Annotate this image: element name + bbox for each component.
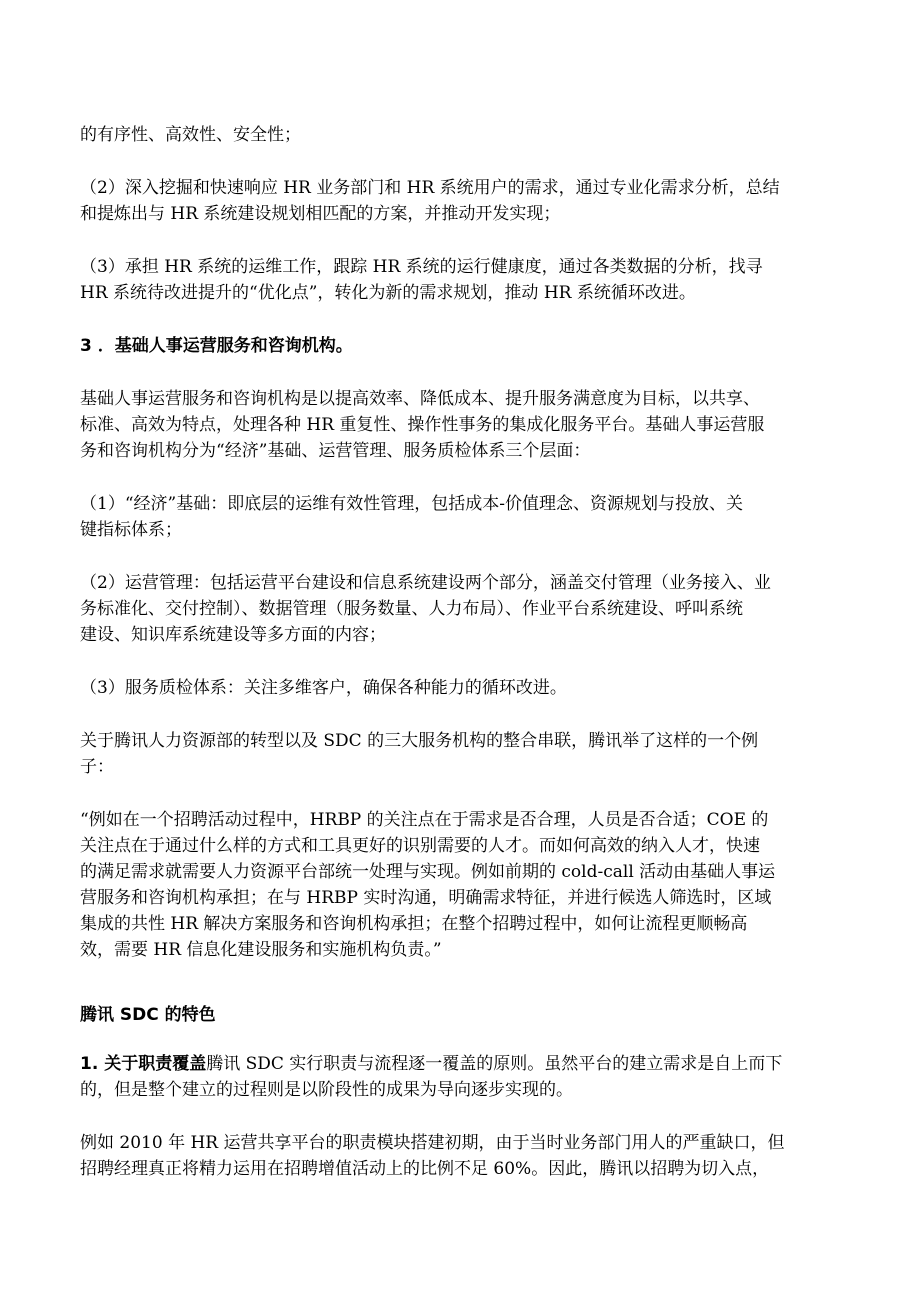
coverage-line-2: 的，但是整个建立的过程则是以阶段性的成果为导向逐步实现的。 [80, 1080, 573, 1100]
coverage-text: 腾讯 SDC 实行职责与流程逐一覆盖的原则。虽然平台的建立需求是自上而下 [206, 1054, 783, 1074]
about-line-1: 关于腾讯人力资源部的转型以及 SDC 的三大服务机构的整合串联，腾讯举了这样的一个例 [80, 731, 759, 751]
quote-line-6: 效，需要 HR 信息化建设服务和实施机构负责。” [80, 940, 442, 960]
intro-line-1: 基础人事运营服务和咨询机构是以提高效率、降低成本、提升服务满意度为目标，以共享、 [80, 389, 760, 409]
layer-3-line-1: （3）服务质检体系：关注多维客户，确保各种能力的循环改进。 [80, 678, 567, 698]
quote-line-4: 营服务和咨询机构承担；在与 HRBP 实时沟通，明确需求特征，并进行候选人筛选时，区域 [80, 888, 772, 908]
list-item-3-line-2: HR 系统待改进提升的“优化点”，转化为新的需求规划，推动 HR 系统循环改进。 [80, 283, 696, 303]
list-item-3-line-1: （3）承担 HR 系统的运维工作，跟踪 HR 系统的运行健康度，通过各类数据的分析，找寻 [80, 257, 763, 277]
about-line-2: 子： [80, 757, 114, 777]
list-item-2-line-2: 和提炼出与 HR 系统建设规划相匹配的方案，并推动开发实现； [80, 204, 561, 224]
layer-2-line-3: 建设、知识库系统建设等多方面的内容； [80, 625, 386, 645]
section-heading-sdc: 腾讯 SDC 的特色 [80, 1005, 216, 1025]
quote-line-5: 集成的共性 HR 解决方案服务和咨询机构承担；在整个招聘过程中，如何让流程更顺畅高 [80, 914, 748, 934]
quote-line-3: 的满足需求就需要人力资源平台部统一处理与实现。例如前期的 cold-call 活动由基础人事运 [80, 862, 776, 882]
coverage-line-1 [80, 1053, 782, 1075]
quote-line-2: 关注点在于通过什么样的方式和工具更好的识别需要的人才。而如何高效的纳入人才，快速 [80, 836, 760, 856]
paragraph-continuation: 的有序性、高效性、安全性； [80, 125, 301, 145]
list-item-2-line-1: （2）深入挖掘和快速响应 HR 业务部门和 HR 系统用户的需求，通过专业化需求分析，总结 [80, 178, 780, 198]
quote-line-1: “例如在一个招聘活动过程中，HRBP 的关注点在于需求是否合理，人员是否合适；COE 的 [80, 810, 769, 830]
example-line-1: 例如 2010 年 HR 运营共享平台的职责模块搭建初期，由于当时业务部门用人的严重缺口，但 [80, 1133, 785, 1153]
layer-1-line-2: 键指标体系； [80, 520, 182, 540]
coverage-lead: 1. 关于职责覆盖 [80, 1054, 207, 1074]
layer-2-line-2: 务标准化、交付控制）、数据管理（服务数量、人力布局）、作业平台系统建设、呼叫系统 [80, 599, 743, 619]
section-heading-3: 3 ．基础人事运营服务和咨询机构。 [80, 336, 353, 356]
intro-line-2: 标准、高效为特点，处理各种 HR 重复性、操作性事务的集成化服务平台。基础人事运营服 [80, 415, 765, 435]
layer-2-line-1: （2）运营管理：包括运营平台建设和信息系统建设两个部分，涵盖交付管理（业务接入、业 [80, 573, 771, 593]
intro-line-3: 务和咨询机构分为“经济”基础、运营管理、服务质检体系三个层面： [80, 441, 591, 461]
example-line-2: 招聘经理真正将精力运用在招聘增值活动上的比例不足 60%。因此，腾讯以招聘为切入点， [80, 1159, 770, 1179]
layer-1-line-1: （1）“经济”基础：即底层的运维有效性管理，包括成本-价值理念、资源规划与投放、关 [80, 494, 743, 514]
